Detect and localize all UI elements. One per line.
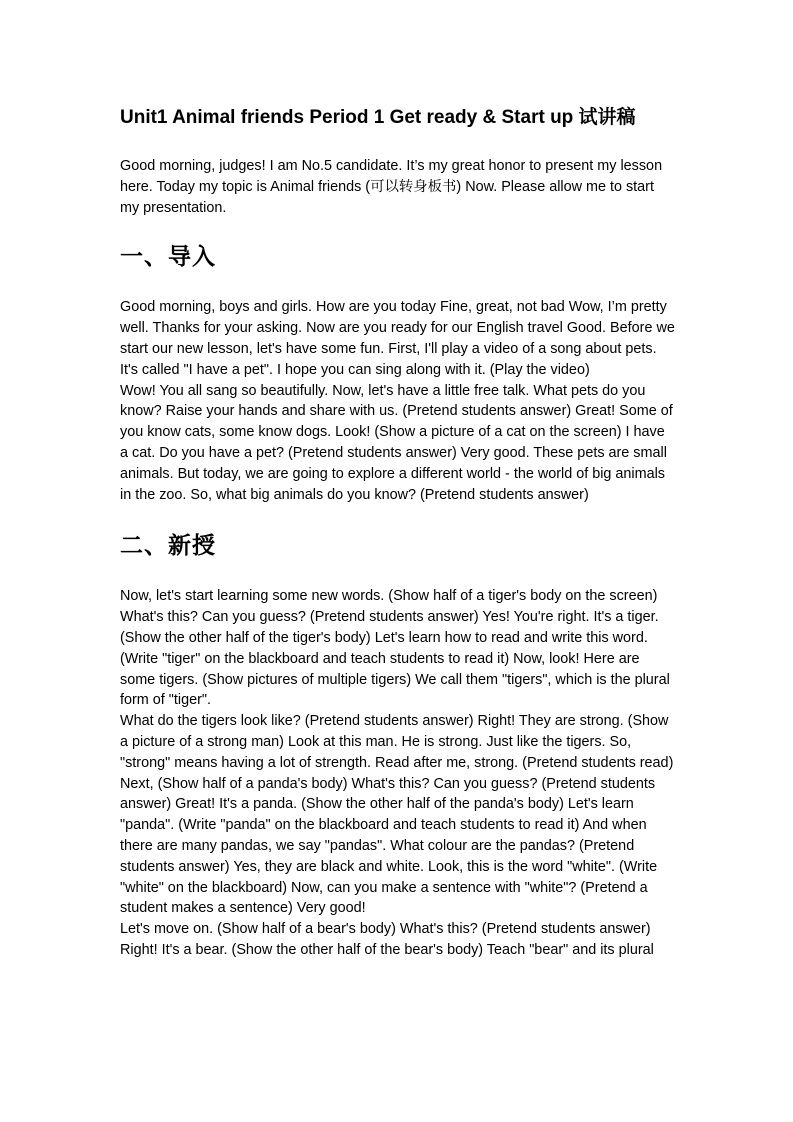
section-paragraph: What do the tigers look like? (Pretend students answer) Right! They are strong. (Show a picture of a strong man) Look at this man. He is strong. Just like the tigers. So, "strong" means having a lot of strength. Read after me, strong. (Pretend students read) (120, 713, 674, 771)
section-paragraph: Now, let's start learning some new words. (Show half of a tiger's body on the screen) What's this? Can you guess? (Pretend students answer) Yes! You're right. It's a tiger. (Show the other half of the tiger's body) Let's learn how to read and write this word. (Write "tiger" on the blackboard and teach students to read it) Now, look! Here are some tigers. (Show pictures of multiple tigers) We call them "tigers", which is the plural form of "tiger". (120, 588, 670, 709)
section-body-introduction (120, 297, 676, 505)
intro-paragraph: Good morning, judges! I am No.5 candidate. It’s my great honor to present my lesson here. Today my topic is Animal friends (可以转身板书) Now. Please allow me to start my presentation. (120, 158, 663, 216)
section-body-new-lesson (120, 586, 676, 960)
section-paragraph: Good morning, boys and girls. How are you today Fine, great, not bad Wow, I’m pretty well. Thanks for your asking. Now are you ready for our English travel Good. Before we start our new lesson, let's have some fun. First, I'll play a video of a song about pets. It's called "I have a pet". I hope you can sing along with it. (Play the video) (120, 299, 675, 378)
section-heading-new-lesson: 二、新授 (120, 533, 216, 560)
section-paragraph: Wow! You all sang so beautifully. Now, let's have a little free talk. What pets do you know? Raise your hands and share with us. (Pretend students answer) Great! Some of you know cats, some know dogs. Look! (Show a picture of a cat on the screen) I have a cat. Do you have a pet? (Pretend students answer) Very good. These pets are small animals. But today, we are going to explore a different world - the world of big animals in the zoo. So, what big animals do you know? (Pretend students answer) (120, 382, 673, 503)
document-title: Unit1 Animal friends Period 1 Get ready & Start up 试讲稿 (120, 107, 636, 128)
section-paragraph: Let's move on. (Show half of a bear's body) What's this? (Pretend students answer) Right! It's a bear. (Show the other half of the bear's body) Teach "bear" and its plural (120, 921, 654, 958)
document-content (120, 104, 676, 961)
section-paragraph: Next, (Show half of a panda's body) What's this? Can you guess? (Pretend students answer) Great! It's a panda. (Show the other half of the panda's body) Let's learn "panda". (Write "panda" on the blackboard and teach students to read it) And when there are many pandas, we say "pandas". What colour are the pandas? (Pretend students answer) Yes, they are black and white. Look, this is the word "white". (Write "white" on the blackboard) Now, can you make a sentence with "white"? (Pretend a student makes a sentence) Very good! (120, 775, 658, 917)
section-heading-introduction: 一、导入 (120, 244, 216, 271)
